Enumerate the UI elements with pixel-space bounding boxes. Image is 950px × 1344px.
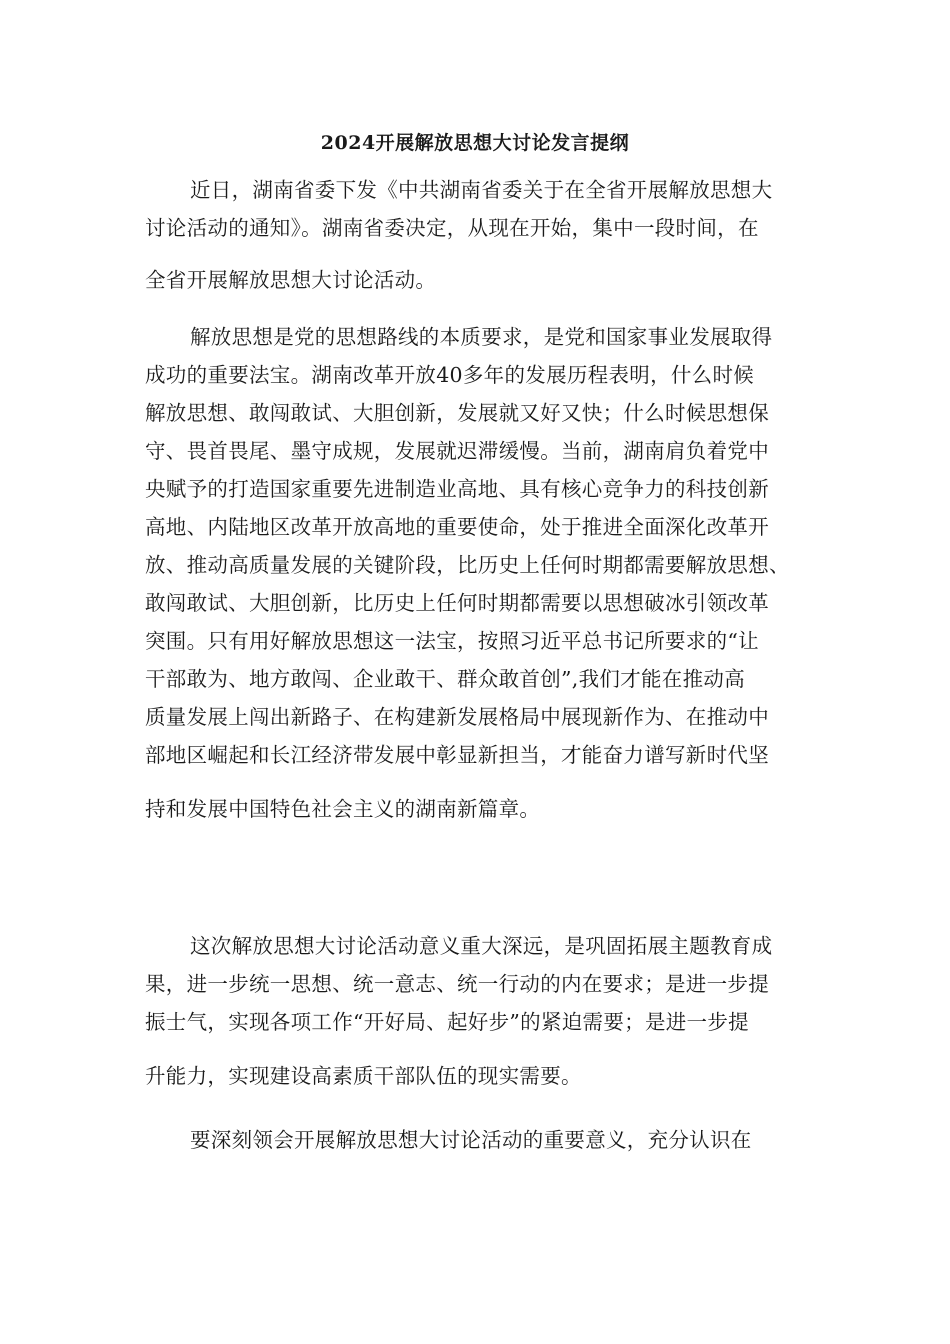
paragraph-line: 成功的重要法宝。湖南改革开放40多年的发展历程表明，什么时候 — [145, 363, 755, 387]
document-title: 2024开展解放思想大讨论发言提纲 — [320, 132, 630, 154]
paragraph-line: 这次解放思想大讨论活动意义重大深远，是巩固拓展主题教育成 — [190, 934, 773, 958]
paragraph-line: 部地区崛起和长江经济带发展中彰显新担当，才能奋力谱写新时代坚 — [145, 743, 769, 767]
paragraph-3 — [145, 927, 825, 1095]
paragraph-line: 央赋予的打造国家重要先进制造业高地、具有核心竞争力的科技创新 — [145, 477, 769, 501]
paragraph-line: 持和发展中国特色社会主义的湖南新篇章。 — [145, 797, 541, 821]
paragraph-line: 干部敢为、地方敢闯、企业敢干、群众敢首创”,我们才能在推动高 — [145, 667, 745, 691]
paragraph-line: 近日，湖南省委下发《中共湖南省委关于在全省开展解放思想大 — [190, 178, 773, 202]
paragraph-1 — [145, 171, 825, 299]
paragraph-line: 要深刻领会开展解放思想大讨论活动的重要意义，充分认识在 — [190, 1128, 752, 1152]
paragraph-line: 果，进一步统一思想、统一意志、统一行动的内在要求；是进一步提 — [145, 972, 769, 996]
paragraph-line: 守、畏首畏尾、墨守成规，发展就迟滞缓慢。当前，湖南肩负着党中 — [145, 439, 769, 463]
paragraph-line: 质量发展上闯出新路子、在构建新发展格局中展现新作为、在推动中 — [145, 705, 769, 729]
paragraph-2 — [145, 318, 825, 828]
paragraph-line: 升能力，实现建设高素质干部队伍的现实需要。 — [145, 1064, 582, 1088]
paragraph-line: 振士气，实现各项工作“开好局、起好步”的紧迫需要；是进一步提 — [145, 1010, 749, 1034]
paragraph-line: 解放思想、敢闯敢试、大胆创新，发展就又好又快；什么时候思想保 — [145, 401, 769, 425]
paragraph-line: 突围。只有用好解放思想这一法宝，按照习近平总书记所要求的“让 — [145, 629, 759, 653]
paragraph-line: 全省开展解放思想大讨论活动。 — [145, 268, 437, 292]
paragraph-line: 放、推动高质量发展的关键阶段，比历史上任何时期都需要解放思想、 — [145, 553, 790, 577]
paragraph-line: 讨论活动的通知》。湖南省委决定，从现在开始，集中一段时间，在 — [145, 216, 759, 240]
paragraph-line: 高地、内陆地区改革开放高地的重要使命，处于推进全面深化改革开 — [145, 515, 769, 539]
paragraph-4 — [145, 1121, 825, 1159]
paragraph-line: 敢闯敢试、大胆创新，比历史上任何时期都需要以思想破冰引领改革 — [145, 591, 769, 615]
paragraph-line: 解放思想是党的思想路线的本质要求，是党和国家事业发展取得 — [190, 325, 773, 349]
